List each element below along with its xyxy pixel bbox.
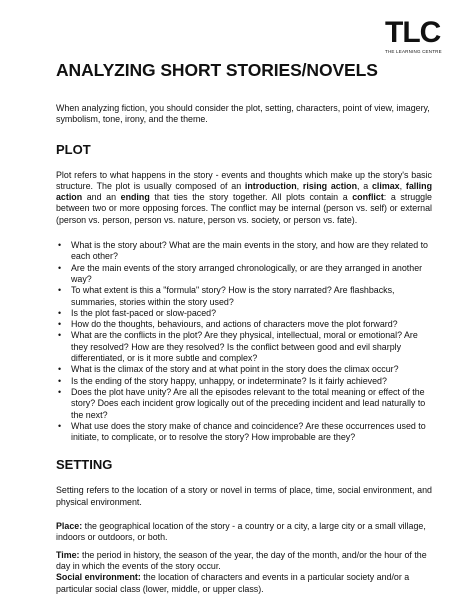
list-item: • Is the plot fast-paced or slow-paced? xyxy=(58,307,217,318)
list-item: • What is the climax of the story and at what point in the story does the climax occur? xyxy=(58,364,399,375)
term-rising-action: rising action xyxy=(302,180,357,191)
list-item: • Is the ending of the story happy, unhappy, or indeterminate? Is it fairly achieved? xyxy=(58,375,387,386)
definition-place: Place: the geographical location of the story - a country or a city, a large city or a small village, indoors or outdoors, or both. xyxy=(56,521,426,543)
intro-paragraph: When analyzing fiction, you should consider the plot, setting, characters, point of view, imagery, symbolism, tone, irony, and the theme. xyxy=(56,103,430,125)
list-item: • How do the thoughts, behaviours, and actions of characters move the plot forward? xyxy=(58,319,398,330)
plot-questions-list xyxy=(56,240,432,443)
list-item: • What is the story about? What are the main events in the story, and how are they related to each other? xyxy=(58,240,428,262)
list-item: • Are the main events of the story arranged chronologically, or are they arranged in another way? xyxy=(58,262,423,284)
document-body xyxy=(56,60,432,595)
list-item: • What use does the story make of chance and coincidence? Are these occurrences used to initiate, to complicate, or to resolve the story? How improbable are they? xyxy=(58,420,426,443)
term-climax: climax xyxy=(371,180,400,191)
tlc-logo xyxy=(385,18,455,54)
definition-social-environment: Social environment: the location of characters and events in a particular society and/or a particular social class (lower, middle, or upper class). xyxy=(56,572,410,594)
setting-heading: SETTING xyxy=(56,457,113,473)
term-ending: ending xyxy=(120,192,150,203)
plot-heading: PLOT xyxy=(56,141,91,157)
list-item: • What are the conflicts in the plot? Are they physical, intellectual, moral or emotional? Are they resolved? How are they resolved? Is the conflict between good and evil sharply differentiated, or is it more subtle and complex? xyxy=(58,330,418,364)
list-item: • To what extent is this a "formula" story? How is the story narrated? Are flashbacks, summaries, stories within the story used? xyxy=(58,285,395,307)
plot-paragraph: Plot refers to what happens in the story - events and thoughts which make up the story's basic structure. The plot is usually composed of an introduction, rising action, a climax, falling action and an ending that ties the story together. All plots contain a conflict: a struggle between two or more opposing forces. The conflict may be internal (person vs. self) or external (person vs. person, person vs. nature, person vs. society, or person vs. fate). xyxy=(56,169,432,225)
definition-time: Time: the period in history, the season of the year, the day of the month, and/or the hour of the day in which the events of the story occur. xyxy=(56,549,427,571)
setting-paragraph: Setting refers to the location of a story or novel in terms of place, time, social environment, and physical environment. xyxy=(56,485,432,507)
list-item: • Does the plot have unity? Are all the episodes relevant to the total meaning or effect of the story? Does each incident grow logically out of the preceding incident and lead naturally to the next? xyxy=(58,386,426,420)
page-title: ANALYZING SHORT STORIES/NOVELS xyxy=(56,60,378,80)
term-falling-action: falling action xyxy=(56,180,432,203)
setting-definitions xyxy=(56,521,432,595)
term-introduction: introduction xyxy=(244,180,297,191)
logo-mark: TLC xyxy=(385,16,441,49)
term-conflict: conflict xyxy=(352,192,384,203)
logo-subtitle: THE LEARNING CENTRE xyxy=(385,49,442,54)
